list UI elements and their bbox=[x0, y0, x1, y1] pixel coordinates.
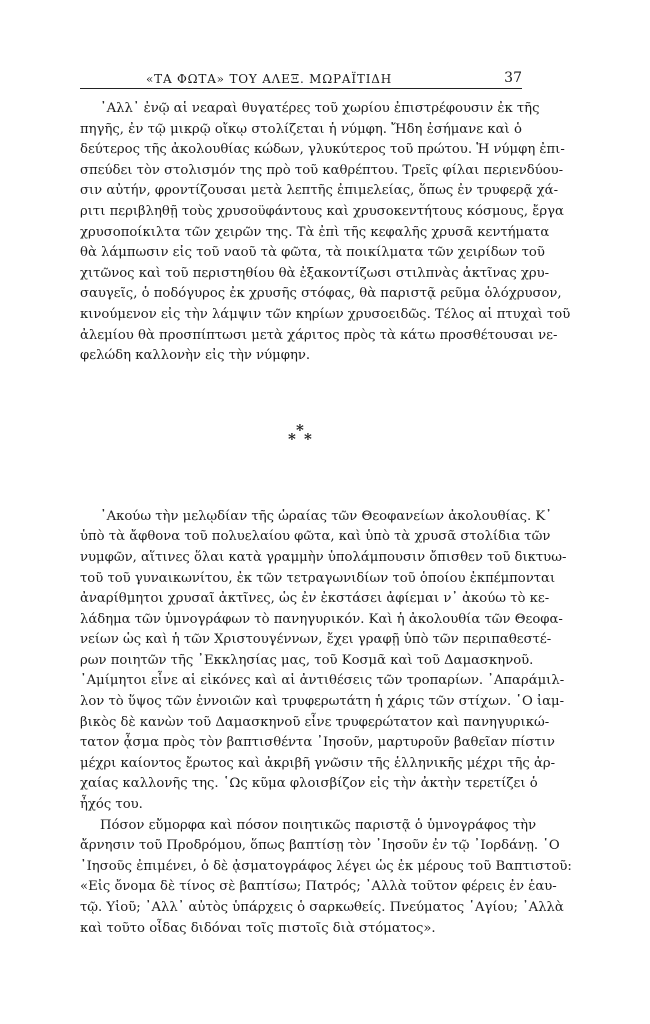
text-line: χαίας καλλονῆς της. ῾Ως κῦμα φλοισβίζον εἰς τὴν ἀκτὴν τερετίζει ὁ bbox=[80, 776, 538, 792]
section-separator-asterism bbox=[80, 420, 522, 453]
text-line: Πόσον εὔμορφα καὶ πόσον ποιητικῶς παριστᾷ ὁ ὑμνογράφος τὴν bbox=[100, 817, 537, 833]
text-line: ᾿Ακούω τὴν μελῳδίαν τῆς ὡραίας τῶν Θεοφανείων ἀκολουθίας. Κ᾽ bbox=[100, 508, 552, 524]
text-line: σιν αὐτήν, φροντίζουσαι μετὰ λεπτῆς ἐπιμελείας, ὅπως ἐν τρυφερᾷ χά- bbox=[80, 183, 559, 199]
text-line: ᾿Ιησοῦς ἐπιμένει, ὁ δὲ ᾀσματογράφος λέγει ὡς ἐκ μέρους τοῦ Βαπτιστοῦ: bbox=[80, 858, 572, 874]
text-line: νείων ὡς καὶ ἡ τῶν Χριστουγέννων, ἔχει γραφῇ ὑπὸ τῶν περιπαθεστέ- bbox=[80, 632, 552, 648]
text-line: βικὸς δὲ κανὼν τοῦ Δαμασκηνοῦ εἶνε τρυφερώτατον καὶ πανηγυρικώ- bbox=[80, 714, 550, 730]
text-line: λάδημα τῶν ὑμνογράφων τὸ πανηγυρικόν. Καὶ ἡ ἀκολουθία τῶν Θεοφα- bbox=[80, 611, 563, 627]
text-line: ἦχός του. bbox=[80, 797, 143, 813]
text-line: τατον ᾆσμα πρὸς τὸν βαπτισθέντα ᾿Ιησοῦν, μαρτυροῦν βαθεῖαν πίστιν bbox=[80, 735, 555, 751]
paragraph-2 bbox=[80, 507, 567, 816]
text-line: χιτῶνος καὶ τοῦ περιστηθίου θὰ ἐξακοντίζωσι στιλπνὰς ἀκτῖνας χρυ- bbox=[80, 265, 550, 281]
running-title: «ΤΑ ΦΩΤΑ» ΤΟΥ ΑΛΕΞ. ΜΩΡΑΪΤΙΔΗ bbox=[146, 72, 392, 86]
asterisk-glyph: * bbox=[304, 429, 312, 448]
text-line: καὶ τοῦτο οἶδας διδόναι τοῖς πιστοῖς διὰ στόματος». bbox=[80, 920, 436, 936]
text-line: «Εἰς ὄνομα δὲ τίνος σὲ βαπτίσω; Πατρός; ᾿Αλλὰ τοῦτον φέρεις ἐν ἑαυ- bbox=[80, 879, 557, 895]
text-line: τῷ. Υἱοῦ; ᾿Αλλ᾽ αὐτὸς ὑπάρχεις ὁ σαρκωθείς. Πνεύματος ῾Αγίου; ᾿Αλλὰ bbox=[80, 900, 564, 915]
text-line: χρυσοποίκιλτα τῶν χειρῶν της. Τὰ ἐπὶ τῆς κεφαλῆς χρυσᾶ κεντήματα bbox=[80, 224, 550, 240]
text-line: τοῦ τοῦ γυναικωνίτου, ἐκ τῶν τετραγωνιδίων τοῦ ὁποίου ἐκπέμπονται bbox=[80, 570, 556, 586]
asterisk-glyph: * bbox=[296, 420, 304, 439]
page-number: 37 bbox=[504, 70, 522, 86]
text-line: ριτι περιβληθῇ τοὺς χρυσοϋφάντους καὶ χρυσοκεντήτους κόσμους, ἔργα bbox=[80, 203, 564, 219]
text-line: ρων ποιητῶν τῆς ᾿Εκκλησίας μας, τοῦ Κοσμᾶ καὶ τοῦ Δαμασκηνοῦ. bbox=[80, 652, 534, 668]
text-line: ἀναρίθμητοι χρυσαῖ ἀκτῖνες, ὡς ἐν ἐκστάσει ἀφίεμαι ν᾽ ἀκούω τὸ κε- bbox=[80, 591, 550, 607]
asterisk-glyph: * bbox=[288, 429, 296, 448]
text-line: νυμφῶν, αἵτινες ὅλαι κατὰ γραμμὴν ὑπολάμπουσιν ὄπισθεν τοῦ δικτυω- bbox=[80, 549, 567, 565]
text-line: ὑπὸ τὰ ἄφθονα τοῦ πολυελαίου φῶτα, καὶ ὑπὸ τὰ χρυσᾶ στολίδια τῶν bbox=[80, 529, 551, 545]
running-header bbox=[80, 64, 522, 89]
text-line: κινούμενον εἰς τὴν λάμψιν τῶν κηρίων χρυσοειδῶς. Τέλος αἱ πτυχαὶ τοῦ bbox=[80, 306, 571, 322]
book-page bbox=[80, 64, 572, 939]
text-line: λον τὸ ὕψος τῶν ἐννοιῶν καὶ τρυφερωτάτη ἡ χάρις τῶν στίχων. ῾Ο ἰαμ- bbox=[80, 694, 565, 710]
text-line: ᾿Αμίμητοι εἶνε αἱ εἰκόνες καὶ αἱ ἀντιθέσεις τῶν τροπαρίων. ᾿Απαράμιλ- bbox=[80, 673, 565, 689]
text-line: ἄρνησιν τοῦ Προδρόμου, ὅπως βαπτίσῃ τὸν ᾿Ιησοῦν ἐν τῷ ᾿Ιορδάνῃ. ῾Ο bbox=[80, 838, 560, 854]
paragraph-3 bbox=[80, 816, 572, 940]
text-line: μέχρι καίοντος ἔρωτος καὶ ἀκριβῆ γνῶσιν τῆς ἑλληνικῆς μέχρι τῆς ἀρ- bbox=[80, 755, 556, 771]
text-line: θὰ λάμπωσιν εἰς τοῦ ναοῦ τὰ φῶτα, τὰ ποικίλματα τῶν χειρίδων τοῦ bbox=[80, 245, 545, 261]
paragraph-1 bbox=[80, 99, 571, 367]
text-line: δεύτερος τῆς ἀκολουθίας κώδων, γλυκύτερος τοῦ πρώτου. Ἡ νύμφη ἐπι- bbox=[80, 142, 565, 158]
text-line: πηγῆς, ἐν τῷ μικρῷ οἴκῳ στολίζεται ἡ νύμφη. Ἤδη ἐσήμανε καὶ ὁ bbox=[80, 121, 522, 137]
text-line: ἀλεμίου θὰ προσπίπτωσι μετὰ χάριτος πρὸς τὰ κάτω προσθέτουσαι νε- bbox=[80, 327, 558, 343]
text-line: σαυγεῖς, ὁ ποδόγυρος ἐκ χρυσῆς στόφας, θὰ παριστᾷ ρεῦμα ὁλόχρυσον, bbox=[80, 286, 562, 302]
text-line: φελώδη καλλονὴν εἰς τὴν νύμφην. bbox=[80, 348, 311, 364]
text-line: σπεύδει τὸν στολισμόν της πρὸ τοῦ καθρέπτου. Τρεῖς φίλαι περιενδύου- bbox=[80, 162, 564, 178]
text-line: ᾿Αλλ᾽ ἐνῷ αἱ νεαραὶ θυγατέρες τοῦ χωρίου ἐπιστρέφουσιν ἐκ τῆς bbox=[100, 101, 540, 116]
